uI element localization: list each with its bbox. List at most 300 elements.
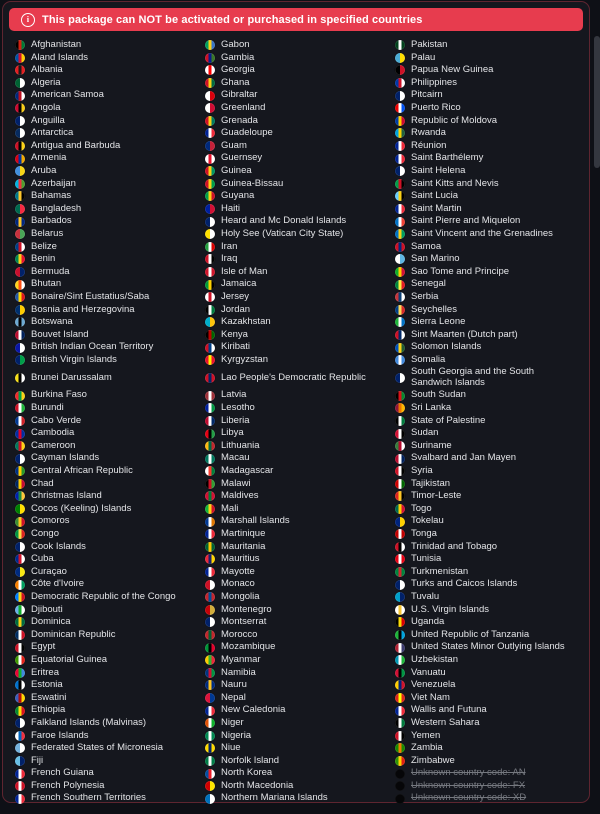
flag-icon [205, 605, 215, 615]
country-item [15, 780, 197, 793]
country-item [205, 127, 387, 140]
country-item [395, 566, 577, 579]
flag-icon [395, 454, 405, 464]
country-item [15, 490, 197, 503]
flag-icon [205, 580, 215, 590]
country-item [205, 465, 387, 478]
flag-icon [395, 605, 405, 615]
flag-icon [205, 65, 215, 75]
country-item [395, 780, 577, 793]
restricted-countries-card [2, 1, 590, 803]
country-name: Sierra Leone [411, 316, 466, 328]
flag-icon [15, 40, 25, 50]
country-item [205, 452, 387, 465]
flag-icon [15, 680, 25, 690]
country-name: Sint Maarten (Dutch part) [411, 328, 518, 340]
country-name: Pitcairn [411, 89, 443, 101]
country-item [205, 503, 387, 516]
country-item [205, 717, 387, 730]
country-name: Burkina Faso [31, 389, 87, 401]
country-item [15, 39, 197, 52]
country-name: Tunisia [411, 553, 442, 565]
flag-icon [205, 542, 215, 552]
flag-icon [395, 103, 405, 113]
country-item [395, 64, 577, 77]
country-name: Curaçao [31, 565, 67, 577]
flag-icon [395, 254, 405, 264]
country-item [395, 490, 577, 503]
country-name: Martinique [221, 528, 266, 540]
country-item [15, 427, 197, 440]
country-item [395, 140, 577, 153]
flag-icon [395, 40, 405, 50]
country-item [395, 354, 577, 367]
country-item [205, 215, 387, 228]
country-item [15, 291, 197, 304]
flag-icon [205, 504, 215, 514]
country-name: Turkmenistan [411, 565, 469, 577]
country-name: Morocco [221, 628, 258, 640]
unknown-flag-icon [395, 781, 405, 791]
flag-icon [395, 91, 405, 101]
flag-icon [15, 217, 25, 227]
country-item [15, 679, 197, 692]
flag-icon [395, 643, 405, 653]
country-item [15, 354, 197, 367]
country-item [15, 541, 197, 554]
country-name: Algeria [31, 76, 61, 88]
flag-icon [15, 769, 25, 779]
country-name: North Korea [221, 767, 273, 779]
country-item [15, 465, 197, 478]
country-item [15, 77, 197, 90]
country-name: Guinea [221, 164, 252, 176]
flag-icon [15, 254, 25, 264]
flag-icon [15, 317, 25, 327]
flag-icon [205, 441, 215, 451]
flag-icon [15, 429, 25, 439]
country-name: Bermuda [31, 265, 70, 277]
country-item [395, 278, 577, 291]
flag-icon [15, 655, 25, 665]
flag-icon [395, 567, 405, 577]
country-name: Guam [221, 139, 247, 151]
country-name: Guernsey [221, 152, 263, 164]
country-name: Kenya [221, 328, 248, 340]
flag-icon [395, 504, 405, 514]
country-item [205, 591, 387, 604]
flag-icon [395, 317, 405, 327]
country-name: Samoa [411, 240, 442, 252]
country-item [205, 366, 387, 389]
country-name: Libya [221, 427, 244, 439]
flag-icon [205, 454, 215, 464]
country-name: Cocos (Keeling) Islands [31, 502, 132, 514]
flag-icon [15, 756, 25, 766]
country-name: Zimbabwe [411, 754, 455, 766]
country-name: Madagascar [221, 465, 274, 477]
flag-icon [15, 343, 25, 353]
country-item [205, 780, 387, 793]
country-item [15, 415, 197, 428]
country-name: Djibouti [31, 603, 63, 615]
flag-icon [15, 706, 25, 716]
country-name: Guinea-Bissau [221, 177, 284, 189]
flag-icon [395, 217, 405, 227]
country-item [395, 792, 577, 805]
country-name: Ghana [221, 76, 250, 88]
country-name: Bonaire/Sint Eustatius/Saba [31, 290, 150, 302]
country-name: Solomon Islands [411, 341, 482, 353]
flag-icon [15, 391, 25, 401]
country-name: British Virgin Islands [31, 353, 117, 365]
country-name: Botswana [31, 316, 73, 328]
country-item [15, 616, 197, 629]
country-name: Cook Islands [31, 540, 86, 552]
flag-icon [15, 91, 25, 101]
country-name: Cabo Verde [31, 414, 82, 426]
flag-icon [15, 743, 25, 753]
flag-icon [15, 605, 25, 615]
country-name: Bhutan [31, 278, 62, 290]
flag-icon [15, 794, 25, 804]
country-item [395, 440, 577, 453]
country-name: Faroe Islands [31, 729, 89, 741]
country-item [205, 566, 387, 579]
flag-icon [15, 166, 25, 176]
country-name: Cayman Islands [31, 452, 100, 464]
country-name: Cuba [31, 553, 54, 565]
country-item [15, 215, 197, 228]
flag-icon [205, 355, 215, 365]
flag-icon [15, 554, 25, 564]
flag-icon [395, 65, 405, 75]
flag-icon [205, 391, 215, 401]
flag-icon [395, 373, 405, 383]
flag-icon [205, 655, 215, 665]
country-name: Mozambique [221, 641, 276, 653]
country-item [15, 89, 197, 102]
country-item [15, 717, 197, 730]
country-name: Bouvet Island [31, 328, 89, 340]
country-name: Senegal [411, 278, 446, 290]
flag-icon [395, 655, 405, 665]
country-item [395, 427, 577, 440]
country-item [205, 190, 387, 203]
country-item [205, 704, 387, 717]
country-item [15, 366, 197, 389]
flag-icon [205, 166, 215, 176]
country-name: Suriname [411, 439, 452, 451]
country-name: Tuvalu [411, 590, 440, 602]
flag-icon [395, 554, 405, 564]
country-name: Namibia [221, 666, 256, 678]
country-name: Trinidad and Tobago [411, 540, 498, 552]
scrollbar-thumb[interactable] [594, 36, 600, 168]
country-name: Anguilla [31, 114, 65, 126]
country-name: Antigua and Barbuda [31, 139, 121, 151]
country-name: Mauritius [221, 553, 260, 565]
country-name: Cambodia [31, 427, 75, 439]
flag-icon [395, 191, 405, 201]
flag-icon [205, 416, 215, 426]
flag-icon [205, 217, 215, 227]
flag-icon [395, 466, 405, 476]
country-item [395, 165, 577, 178]
country-name: Mali [221, 502, 239, 514]
restricted-countries-list [9, 31, 583, 805]
country-item [205, 241, 387, 254]
country-name: Jersey [221, 290, 249, 302]
country-name: Grenada [221, 114, 258, 126]
flag-icon [395, 403, 405, 413]
country-item [205, 253, 387, 266]
country-name: Syria [411, 465, 433, 477]
country-item [395, 52, 577, 65]
country-name: Vanuatu [411, 666, 446, 678]
country-name: Iran [221, 240, 238, 252]
country-item [15, 578, 197, 591]
flag-icon [205, 141, 215, 151]
flag-icon [395, 355, 405, 365]
country-name: Maldives [221, 490, 259, 502]
country-name: Uganda [411, 616, 445, 628]
flag-icon [395, 429, 405, 439]
country-item [205, 354, 387, 367]
country-name: Armenia [31, 152, 67, 164]
flag-icon [395, 668, 405, 678]
country-item [205, 541, 387, 554]
unknown-flag-icon [395, 769, 405, 779]
country-name: Georgia [221, 64, 255, 76]
country-name: American Samoa [31, 89, 104, 101]
flag-icon [205, 204, 215, 214]
country-name: Albania [31, 64, 63, 76]
country-item [205, 415, 387, 428]
country-name: Lithuania [221, 439, 260, 451]
country-name: Saint Vincent and the Grenadines [411, 227, 553, 239]
country-name: Pakistan [411, 39, 448, 51]
flag-icon [15, 668, 25, 678]
flag-icon [205, 680, 215, 690]
flag-icon [15, 580, 25, 590]
flag-icon [205, 116, 215, 126]
country-name: Montenegro [221, 603, 272, 615]
flag-icon [205, 517, 215, 527]
country-name: U.S. Virgin Islands [411, 603, 489, 615]
flag-icon [395, 242, 405, 252]
country-item [15, 704, 197, 717]
country-item [15, 266, 197, 279]
country-item [15, 253, 197, 266]
flag-icon [205, 229, 215, 239]
country-item [15, 64, 197, 77]
country-name: Congo [31, 528, 59, 540]
country-item [205, 52, 387, 65]
country-name: Lesotho [221, 402, 255, 414]
flag-icon [15, 718, 25, 728]
flag-icon [395, 718, 405, 728]
flag-icon [205, 154, 215, 164]
country-name: Philippines [411, 76, 457, 88]
flag-icon [205, 731, 215, 741]
country-name: Iraq [221, 253, 238, 265]
flag-icon [205, 179, 215, 189]
country-name: Somalia [411, 353, 446, 365]
country-item [15, 629, 197, 642]
flag-icon [395, 731, 405, 741]
flag-icon [15, 542, 25, 552]
country-name: Tonga [411, 528, 437, 540]
country-name: Saint Kitts and Nevis [411, 177, 499, 189]
country-item [205, 679, 387, 692]
country-name: Dominican Republic [31, 628, 116, 640]
country-item [205, 654, 387, 667]
country-item [205, 402, 387, 415]
flag-icon [395, 330, 405, 340]
flag-icon [395, 416, 405, 426]
country-name: Aruba [31, 164, 57, 176]
flag-icon [395, 693, 405, 703]
flag-icon [205, 242, 215, 252]
country-item [205, 553, 387, 566]
country-name: Montserrat [221, 616, 267, 628]
country-item [205, 329, 387, 342]
country-item [205, 39, 387, 52]
flag-icon [15, 617, 25, 627]
flag-icon [15, 229, 25, 239]
flag-icon [205, 794, 215, 804]
flag-icon [15, 630, 25, 640]
country-name: Saint Helena [411, 164, 466, 176]
country-item [15, 742, 197, 755]
country-name: Palau [411, 51, 436, 63]
country-name: Timor-Leste [411, 490, 462, 502]
country-item [395, 190, 577, 203]
flag-icon [395, 53, 405, 63]
country-item [205, 667, 387, 680]
country-item [205, 77, 387, 90]
flag-icon [395, 580, 405, 590]
country-name: Sudan [411, 427, 439, 439]
country-item [205, 165, 387, 178]
flag-icon [205, 769, 215, 779]
country-item [15, 303, 197, 316]
country-name: Saint Pierre and Miquelon [411, 215, 521, 227]
flag-icon [395, 617, 405, 627]
country-name: French Polynesia [31, 779, 105, 791]
flag-icon [205, 617, 215, 627]
flag-icon [205, 592, 215, 602]
flag-icon [205, 317, 215, 327]
country-name: Mayotte [221, 565, 255, 577]
flag-icon [15, 204, 25, 214]
flag-icon [395, 179, 405, 189]
country-item [395, 389, 577, 402]
country-name: Bosnia and Herzegovina [31, 303, 135, 315]
country-item [395, 366, 577, 389]
flag-icon [15, 53, 25, 63]
country-item [205, 692, 387, 705]
country-name: Nepal [221, 691, 246, 703]
flag-icon [15, 292, 25, 302]
country-name: Unknown country code: FX [411, 779, 526, 791]
country-item [395, 729, 577, 742]
country-name: Macau [221, 452, 250, 464]
country-item [205, 389, 387, 402]
country-item [395, 578, 577, 591]
country-name: Northern Mariana Islands [221, 792, 328, 804]
country-item [205, 755, 387, 768]
country-name: Eswatini [31, 691, 67, 703]
country-item [15, 102, 197, 115]
country-name: Turks and Caicos Islands [411, 578, 518, 590]
country-item [395, 515, 577, 528]
country-name: Sri Lanka [411, 402, 452, 414]
country-name: Lao People's Democratic Republic [221, 371, 366, 383]
country-name: Serbia [411, 290, 439, 302]
country-item [395, 228, 577, 241]
flag-icon [15, 403, 25, 413]
country-item [395, 553, 577, 566]
country-name: Guadeloupe [221, 127, 273, 139]
country-item [15, 115, 197, 128]
country-name: Gibraltar [221, 89, 258, 101]
flag-icon [205, 567, 215, 577]
flag-icon [15, 355, 25, 365]
flag-icon [205, 254, 215, 264]
flag-icon [395, 491, 405, 501]
country-name: North Macedonia [221, 779, 294, 791]
country-item [15, 478, 197, 491]
country-name: Monaco [221, 578, 255, 590]
country-item [205, 478, 387, 491]
country-item [15, 440, 197, 453]
country-item [15, 329, 197, 342]
flag-icon [15, 731, 25, 741]
flag-icon [15, 330, 25, 340]
country-name: San Marino [411, 253, 460, 265]
country-item [395, 115, 577, 128]
country-name: Saint Lucia [411, 190, 459, 202]
country-name: Heard and Mc Donald Islands [221, 215, 347, 227]
country-name: Fiji [31, 754, 44, 766]
country-item [205, 515, 387, 528]
flag-icon [15, 116, 25, 126]
country-item [205, 792, 387, 805]
country-name: Bahamas [31, 190, 72, 202]
country-item [395, 303, 577, 316]
country-name: Kyrgyzstan [221, 353, 268, 365]
flag-icon [205, 91, 215, 101]
flag-icon [205, 693, 215, 703]
country-name: Côte d'Ivoire [31, 578, 85, 590]
country-item [205, 440, 387, 453]
country-name: Dominica [31, 616, 71, 628]
country-item [395, 717, 577, 730]
flag-icon [15, 592, 25, 602]
country-name: Nauru [221, 679, 247, 691]
country-name: Sao Tome and Principe [411, 265, 510, 277]
country-item [395, 452, 577, 465]
country-name: Angola [31, 102, 61, 114]
country-item [395, 415, 577, 428]
country-item [205, 152, 387, 165]
country-item [15, 127, 197, 140]
country-item [15, 604, 197, 617]
country-name: Tokelau [411, 515, 444, 527]
country-item [205, 641, 387, 654]
